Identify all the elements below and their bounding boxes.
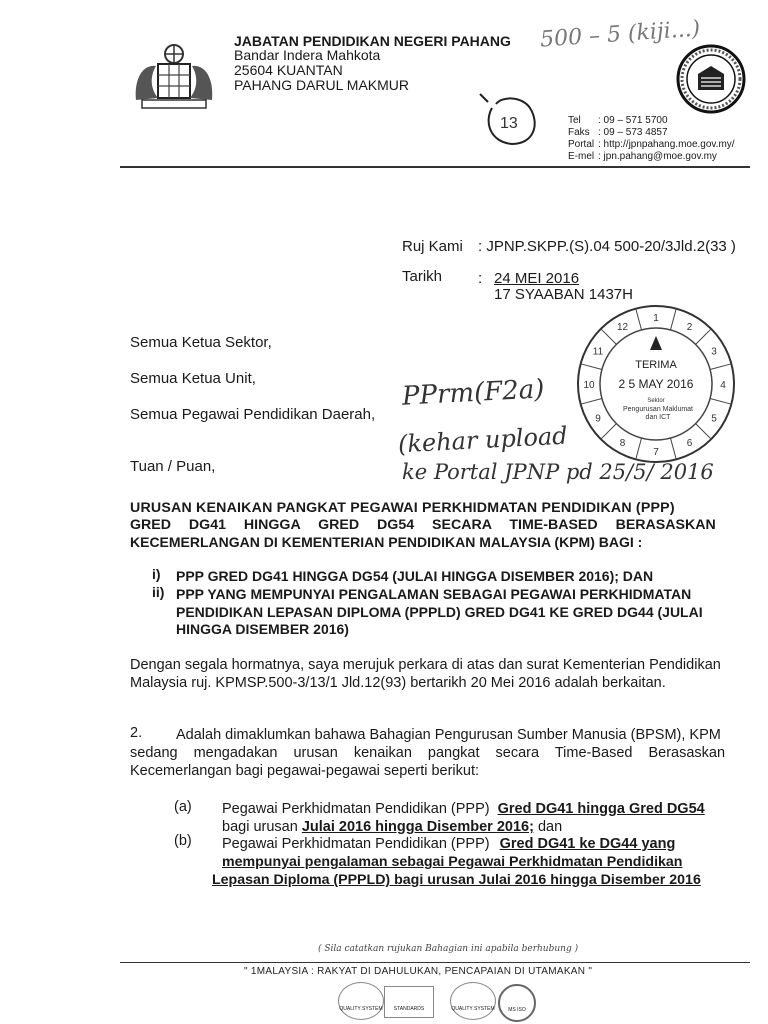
subject-line: KECEMERLANGAN DI KEMENTERIAN PENDIDIKAN MALAYSIA (KPM) BAGI : — [130, 534, 643, 550]
stamp-ring-divider — [636, 309, 642, 330]
list-item-line — [222, 836, 675, 852]
footer-note: ( Sila catatkan rujukan Bahagian ini apabila berhubung ) — [318, 944, 579, 954]
stamp-date: 2 5 MAY 2016 — [618, 377, 694, 391]
stamp-ring-number: 4 — [720, 380, 726, 391]
body-line: Adalah dimaklumkan bahawa Bahagian Pengurusan Sumber Manusia (BPSM), KPM — [176, 727, 721, 743]
stamp-ring-divider — [581, 399, 602, 405]
footer-motto: " 1MALAYSIA : RAKYAT DI DAHULUKAN, PENCAPAIAN DI UTAMAKAN " — [244, 966, 593, 977]
circled-number: 13 — [500, 115, 518, 132]
subject-item-marker: i) — [152, 566, 161, 582]
footer-divider — [120, 962, 750, 963]
contact-value: : http://jpnpahang.moe.gov.my/ — [598, 139, 735, 150]
list-marker: (a) — [174, 799, 192, 815]
quality-badge-icon: QUALITY SYSTEM — [338, 982, 384, 1020]
contact-label: Tel — [568, 115, 581, 126]
iso-badge-icon: MS ISO — [498, 984, 536, 1022]
stamp-ring-number: 5 — [711, 413, 717, 425]
body-line: sedang mengadakan urusan kenaikan pangkat secara Time-Based Berasaskan — [130, 745, 726, 761]
stamp-ring-number: 1 — [653, 313, 659, 324]
subject-item-line: PPP GRED DG41 HINGGA DG54 (JULAI HINGGA DISEMBER 2016); DAN — [176, 568, 654, 584]
stamp-ring-number: 6 — [686, 438, 693, 449]
subject-item-line: PENDIDIKAN LEPASAN DIPLOMA (PPPLD) GRED DG41 KE GRED DG44 (JULAI — [176, 604, 703, 620]
contact-value: : jpn.pahang@moe.gov.my — [598, 151, 717, 162]
quality-badge-icon: QUALITY SYSTEM — [450, 982, 496, 1020]
ministry-seal-logo — [676, 44, 746, 114]
list-item-line — [222, 819, 562, 835]
address-line: Bandar Indera Mahkota — [234, 47, 381, 63]
handwritten-note: PPrm(F2a) — [401, 374, 546, 412]
stamp-ring-divider — [671, 309, 677, 330]
date-colon: : — [478, 270, 483, 287]
stamp-ring-divider — [696, 424, 712, 440]
list-item-emphasis: Julai 2016 hingga Disember 2016; — [301, 819, 534, 835]
date-value: 24 MEI 2016 — [494, 270, 580, 287]
stamp-line: Sektor — [647, 398, 665, 404]
recipient: Semua Pegawai Pendidikan Daerah, — [130, 406, 376, 423]
body-line: Kecemerlangan bagi pegawai-pegawai seperti berikut: — [130, 763, 480, 779]
stamp-ring-number: 9 — [595, 413, 601, 425]
list-item-emphasis: Lepasan Diploma (PPPLD) bagi urusan Julai 2016 hingga Disember 2016 — [212, 872, 701, 888]
list-item-text: dan — [537, 819, 563, 835]
stamp-ring-number: 8 — [619, 438, 626, 449]
stamp-ring-divider — [581, 364, 602, 370]
paragraph-number: 2. — [130, 725, 143, 741]
subject-item-line: HINGGA DISEMBER 2016) — [176, 621, 349, 637]
body-line: Dengan segala hormatnya, saya merujuk perkara di atas dan surat Kementerian Pendidikan — [130, 657, 721, 673]
list-item-emphasis: mempunyai pengalaman sebagai Pegawai Perkhidmatan Pendidikan — [222, 854, 683, 870]
standards-badge-icon: STANDARDS — [384, 986, 434, 1018]
subject-item-line: PPP YANG MEMPUNYAI PENGALAMAN SEBAGAI PEGAWAI PERKHIDMATAN — [176, 586, 692, 602]
stamp-line: Pengurusan Maklumat — [622, 406, 694, 413]
date-label: Tarikh — [402, 268, 443, 285]
header-divider — [120, 166, 750, 168]
list-item-line — [222, 801, 705, 817]
stamp-ring-number: 7 — [653, 447, 659, 458]
stamp-ring-divider — [696, 329, 712, 345]
handwritten-file-ref: 500 – 5 (kiji...) — [539, 16, 702, 53]
stamp-ring-divider — [671, 438, 677, 459]
list-item-text: bagi urusan — [222, 819, 298, 835]
recipient: Semua Ketua Unit, — [130, 370, 256, 387]
address-line: PAHANG DARUL MAKMUR — [234, 77, 410, 93]
salutation: Tuan / Puan, — [130, 458, 216, 475]
contact-label: Faks — [568, 127, 590, 138]
recipient: Semua Ketua Sektor, — [130, 334, 272, 351]
list-item-text: Pegawai Perkhidmatan Pendidikan (PPP) — [222, 801, 490, 817]
coat-of-arms-logo — [128, 40, 220, 116]
subject-line: URUSAN KENAIKAN PANGKAT PEGAWAI PERKHIDMATAN PENDIDIKAN (PPP) — [130, 500, 675, 516]
address-line: 25604 KUANTAN — [234, 62, 343, 78]
stamp-line: dan ICT — [645, 414, 671, 421]
ref-label: Ruj Kami — [402, 238, 463, 255]
stamp-ring-number: 3 — [711, 346, 717, 358]
body-line: Malaysia ruj. KPMSP.500-3/13/1 Jld.12(93) bertarikh 20 Mei 2016 adalah berkaitan. — [130, 675, 666, 691]
stamp-ring-divider — [710, 364, 731, 370]
list-item-emphasis: Gred DG41 hingga Gred DG54 — [497, 801, 705, 817]
contact-label: E-mel — [568, 151, 595, 162]
stamp-ring-number: 2 — [686, 322, 693, 333]
hijri-date: 17 SYAABAN 1437H — [494, 286, 633, 303]
stamp-ring-divider — [601, 424, 617, 440]
contact-label: Portal — [568, 139, 595, 150]
org-name: JABATAN PENDIDIKAN NEGERI PAHANG — [234, 33, 511, 49]
received-stamp — [574, 302, 738, 466]
stamp-title: TERIMA — [635, 359, 677, 371]
list-item-emphasis: Gred DG41 ke DG44 yang — [499, 836, 676, 852]
stamp-ring-number: 11 — [592, 346, 604, 358]
handwritten-note: (kehar upload — [397, 421, 569, 459]
stamp-ring-divider — [601, 329, 617, 345]
stamp-ring-number: 10 — [583, 380, 595, 391]
subject-item-marker: ii) — [152, 584, 165, 600]
subject-line: GRED DG41 HINGGA GRED DG54 SECARA TIME-BASED BERASASKAN — [130, 517, 716, 533]
list-marker: (b) — [174, 833, 192, 849]
contact-value: : 09 – 571 5700 — [598, 115, 668, 126]
handwritten-note: ke Portal JPNP pd 25/5/ 2016 — [402, 460, 714, 484]
contact-value: : 09 – 573 4857 — [598, 127, 668, 138]
list-item-text: Pegawai Perkhidmatan Pendidikan (PPP) — [222, 836, 490, 852]
ref-value: : JPNP.SKPP.(S).04 500-20/3Jld.2(33 ) — [478, 238, 736, 255]
circled-number-annotation — [478, 88, 544, 150]
stamp-ring-number: 12 — [616, 322, 629, 333]
stamp-ring-divider — [710, 399, 731, 405]
stamp-ring-divider — [636, 438, 642, 459]
